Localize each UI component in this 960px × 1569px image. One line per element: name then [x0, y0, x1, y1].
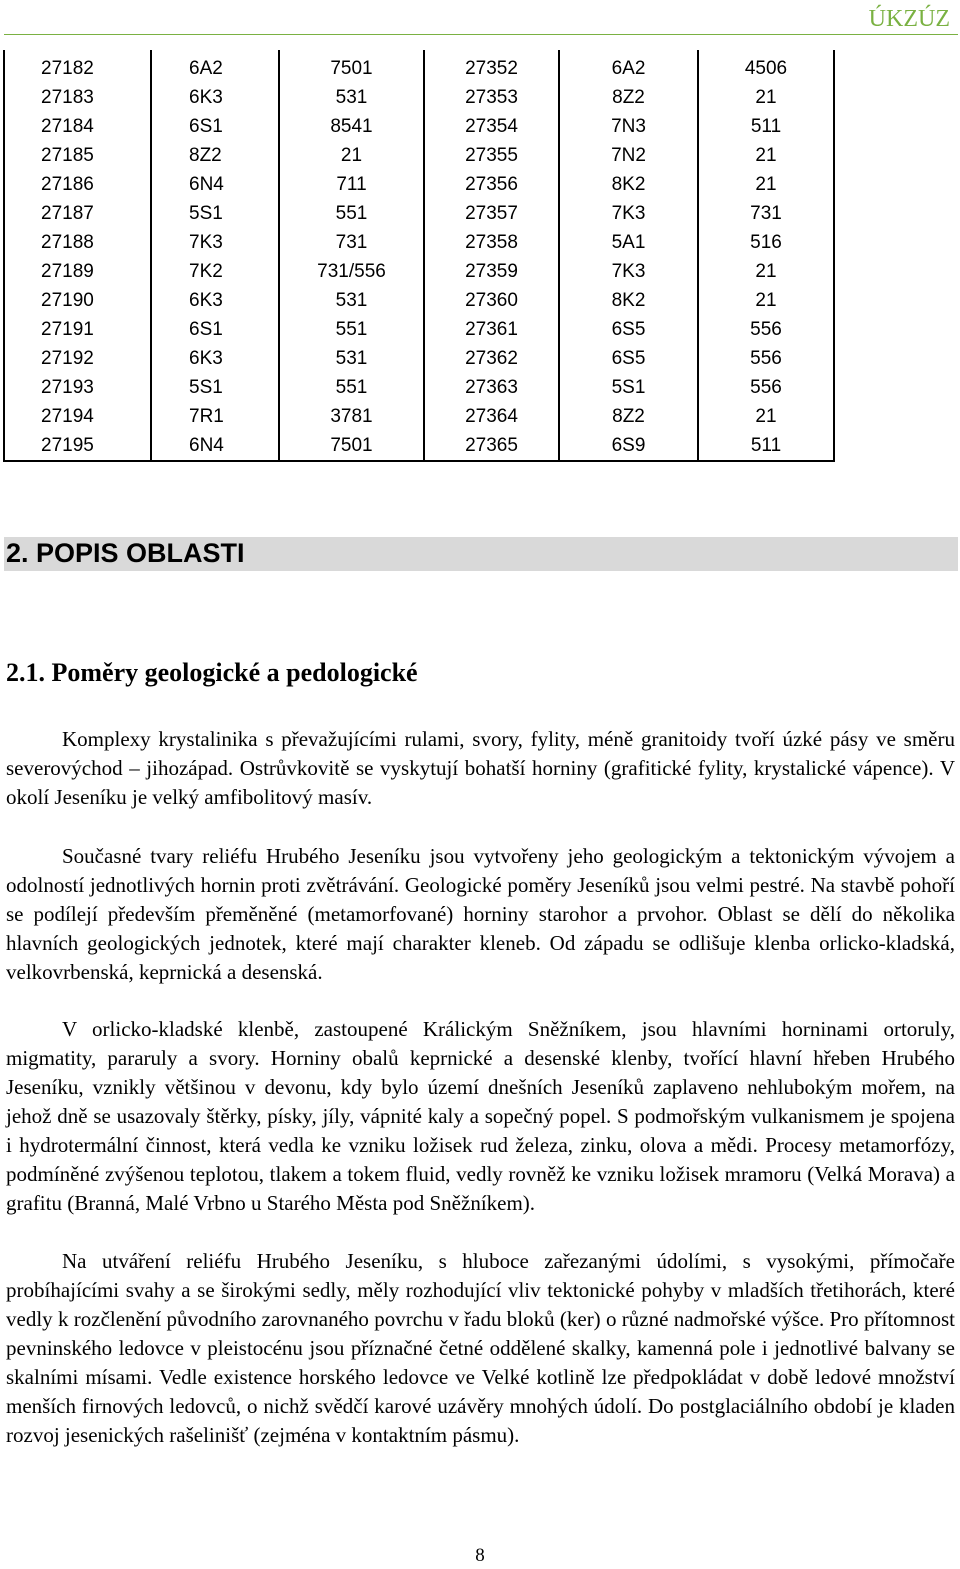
table-row [4, 431, 834, 461]
table-cell: 5A1 [559, 228, 698, 257]
table-cell: 5S1 [151, 199, 279, 228]
table-cell: 551 [279, 315, 424, 344]
table-cell: 6S1 [151, 315, 279, 344]
table-cell: 27194 [4, 402, 151, 431]
table-cell: 27182 [4, 50, 151, 83]
table-cell: 5S1 [559, 373, 698, 402]
table-cell: 6K3 [151, 344, 279, 373]
table-cell: 6S5 [559, 315, 698, 344]
table-cell: 27360 [424, 286, 559, 315]
table-cell: 7K3 [151, 228, 279, 257]
table-cell: 27352 [424, 50, 559, 83]
table-cell: 531 [279, 286, 424, 315]
table-cell: 731/556 [279, 257, 424, 286]
table-cell: 27354 [424, 112, 559, 141]
table-cell: 27184 [4, 112, 151, 141]
section-title: 2. POPIS OBLASTI [6, 538, 245, 568]
table-cell: 21 [698, 257, 834, 286]
table-cell: 731 [698, 199, 834, 228]
table-cell: 7K3 [559, 199, 698, 228]
subsection-title: 2.1. Poměry geologické a pedologické [6, 658, 418, 687]
table-cell: 6N4 [151, 170, 279, 199]
paragraph-4: Na utváření reliéfu Hrubého Jeseníku, s hluboce zařezanými údolími, s vysokými, přímočaře probíhajícími svahy a se širokými sedly, měly rozhodující vliv tektonické pohyby v mladších třetihorách, které vedly k rozčlenění původního zarovnaného povrchu v řadu bloků (ker) o různé nadmořské výšce. Pro přítomnost pevninského ledovce v pleistocénu jsou příznačné četné oddělené skalky, kamenná pole i jednotlivé balvany se skalními mísami. Vedle existence horského ledovce ve Velké kotlině lze předpokládat v době ledové množství menších firnových ledovců, o nichž svědčí karové uzávěry mnohých údolí. Do postglaciálního období je kladen rozvoj jesenických rašelinišť (zejména v kontaktním pásmu). [6, 1249, 955, 1447]
table-cell: 556 [698, 373, 834, 402]
table-row [4, 83, 834, 112]
table-cell: 27195 [4, 431, 151, 461]
table-row [4, 170, 834, 199]
table-cell: 531 [279, 83, 424, 112]
table-cell: 6S5 [559, 344, 698, 373]
table-cell: 6K3 [151, 286, 279, 315]
paragraph-1: Komplexy krystalinika s převažujícími rulami, svory, fylity, méně granitoidy tvoří úzké pásy ve směru severovýchod – jihozápad. Ostrůvkovitě se vyskytují bohatší horniny (grafitické fylity, krystalické vápence). V okolí Jeseníku je velký amfibolitový masív. [6, 727, 955, 809]
table-row [4, 257, 834, 286]
table-cell: 531 [279, 344, 424, 373]
table-cell: 27188 [4, 228, 151, 257]
table-row [4, 344, 834, 373]
table-cell: 27358 [424, 228, 559, 257]
table-cell: 551 [279, 199, 424, 228]
table-cell: 27191 [4, 315, 151, 344]
table-cell: 3781 [279, 402, 424, 431]
paragraph-2: Současné tvary reliéfu Hrubého Jeseníku jsou vytvořeny jeho geologickým a tektonickým vývojem a odolností jednotlivých hornin proti zvětrávání. Geologické poměry Jeseníků jsou velmi pestré. Na stavbě pohoří se podílejí především přeměněné (metamorfované) horniny starohor a prvohor. Oblast se dělí do několika hlavních geologických jednotek, které mají charakter kleneb. Od západu se odlišuje klenba orlicko-kladská, velkovrbenská, keprnická a desenská. [6, 844, 955, 984]
table-cell: 27363 [424, 373, 559, 402]
table-cell: 27190 [4, 286, 151, 315]
table-cell: 27359 [424, 257, 559, 286]
brand-logo-text: ÚKZÚZ [868, 6, 950, 32]
table-cell: 5S1 [151, 373, 279, 402]
table-cell: 27364 [424, 402, 559, 431]
table-cell: 551 [279, 373, 424, 402]
table-cell: 556 [698, 315, 834, 344]
table-row [4, 228, 834, 257]
table-cell: 8K2 [559, 170, 698, 199]
table-cell: 27356 [424, 170, 559, 199]
table-row [4, 286, 834, 315]
table-row [4, 402, 834, 431]
table-row [4, 141, 834, 170]
table-cell: 27362 [424, 344, 559, 373]
table-cell: 27353 [424, 83, 559, 112]
table-cell: 27193 [4, 373, 151, 402]
table-cell: 21 [698, 83, 834, 112]
table-cell: 21 [279, 141, 424, 170]
table-cell: 7K3 [559, 257, 698, 286]
header-divider [4, 34, 958, 35]
table-cell: 27189 [4, 257, 151, 286]
table-cell: 27192 [4, 344, 151, 373]
table-cell: 27187 [4, 199, 151, 228]
table-cell: 731 [279, 228, 424, 257]
table-cell: 21 [698, 286, 834, 315]
table-row [4, 373, 834, 402]
table-row [4, 50, 834, 83]
page-number: 8 [475, 1545, 485, 1566]
table-cell: 8K2 [559, 286, 698, 315]
table-cell: 27186 [4, 170, 151, 199]
table-cell: 6S9 [559, 431, 698, 461]
table-cell: 27183 [4, 83, 151, 112]
table-cell: 711 [279, 170, 424, 199]
table-cell: 7K2 [151, 257, 279, 286]
table-cell: 21 [698, 170, 834, 199]
table-cell: 6K3 [151, 83, 279, 112]
table-cell: 21 [698, 402, 834, 431]
table-cell: 7R1 [151, 402, 279, 431]
table-cell: 7501 [279, 431, 424, 461]
table-cell: 27361 [424, 315, 559, 344]
table-cell: 8Z2 [151, 141, 279, 170]
table-cell: 27355 [424, 141, 559, 170]
table-cell: 511 [698, 431, 834, 461]
table-cell: 6A2 [151, 50, 279, 83]
table-cell: 516 [698, 228, 834, 257]
paragraph-3: V orlicko-kladské klenbě, zastoupené Králickým Sněžníkem, jsou hlavními horninami ortoruly, migmatity, pararuly a svory. Horniny obalů keprnické a desenské klenby, tvořící hlavní hřeben Hrubého Jeseníku, vznikly většinou v devonu, kdy bylo území dnešních Jeseníků zaplaveno nehlubokým mořem, na jehož dně se usazovaly štěrky, písky, jíly, vápnité kaly a sopečný popel. S podmořským vulkanismem je spojena i hydrotermální činnost, která vedla ke vzniku ložisek rud železa, zinku, olova a mědi. Procesy metamorfózy, podmíněné zvýšenou teplotou, tlakem a tokem fluid, vedly rovněž ke vzniku ložisek mramoru (Velká Morava) a grafitu (Branná, Malé Vrbno u Starého Města pod Sněžníkem). [6, 1017, 955, 1215]
table-row [4, 315, 834, 344]
table-cell: 7N3 [559, 112, 698, 141]
table-cell: 27185 [4, 141, 151, 170]
table-row [4, 112, 834, 141]
table-cell: 7501 [279, 50, 424, 83]
table-cell: 8Z2 [559, 402, 698, 431]
table-cell: 4506 [698, 50, 834, 83]
table-cell: 7N2 [559, 141, 698, 170]
table-cell: 511 [698, 112, 834, 141]
table-cell: 6S1 [151, 112, 279, 141]
table-cell: 21 [698, 141, 834, 170]
table-cell: 27365 [424, 431, 559, 461]
table-cell: 8541 [279, 112, 424, 141]
table-cell: 27357 [424, 199, 559, 228]
table-cell: 556 [698, 344, 834, 373]
table-cell: 6A2 [559, 50, 698, 83]
table-row [4, 199, 834, 228]
table-cell: 8Z2 [559, 83, 698, 112]
code-table [3, 50, 835, 462]
table-cell: 6N4 [151, 431, 279, 461]
